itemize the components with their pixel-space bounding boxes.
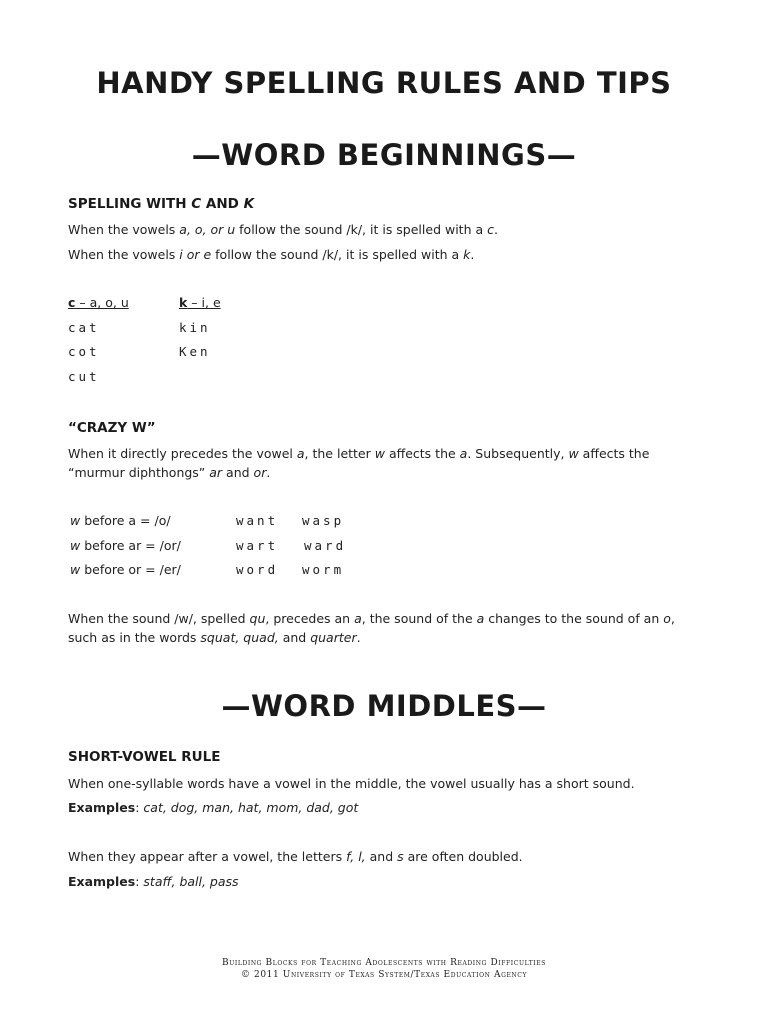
k-column-header: k – i, e [179,295,221,310]
page-title: HANDY SPELLING RULES AND TIPS [96,66,672,100]
subheading-crazy-w: “CRAZY W” [68,420,156,436]
c-word-list-item: cot [68,344,100,359]
subheading-spelling-c-k: SPELLING WITH C AND K [68,196,255,212]
ck-rule-line-2: When the vowels i or e follow the sound /k/, it is spelled with a k. [68,247,475,262]
qu-rule-paragraph: When the sound /w/, spelled qu, precedes an a, the sound of the a changes to the sound of an o, such as in the words squat, quad, and quarter. [68,611,675,645]
doubling-examples: Examples: staff, ball, pass [68,874,239,889]
short-vowel-rule-line: When one-syllable words have a vowel in the middle, the vowel usually has a short sound. [68,776,635,791]
footer-line-2: © 2011 University of Texas System/Texas Education Agency [240,970,528,980]
short-vowel-examples: Examples: cat, dog, man, hat, mom, dad, got [68,800,359,815]
doubling-rule-line: When they appear after a vowel, the letters f, l, and s are often doubled. [68,849,523,864]
crazy-w-example-word: word [236,562,279,577]
c-column-header: c – a, o, u [68,295,129,310]
crazy-w-example-word: ward [304,538,347,553]
footer-credit [0,957,768,981]
crazy-w-paragraph: When it directly precedes the vowel a, the letter w affects the a. Subsequently, w affects the “murmur diphthongs” ar and or. [68,446,650,480]
crazy-w-rule: w before or = /er/ [70,562,181,577]
c-word-list-item: cut [68,369,100,384]
subheading-short-vowel-rule: SHORT-VOWEL RULE [68,749,221,765]
crazy-w-example-word: want [236,513,279,528]
crazy-w-rule: w before ar = /or/ [70,538,181,553]
section-heading-word-middles: —WORD MIDDLES— [221,689,547,723]
crazy-w-example-word: wasp [302,513,345,528]
c-word-list-item: cat [68,320,100,335]
k-word-list-item: Ken [179,344,211,359]
crazy-w-rule: w before a = /o/ [70,513,171,528]
section-heading-word-beginnings: —WORD BEGINNINGS— [191,138,577,172]
ck-rule-line-1: When the vowels a, o, or u follow the sound /k/, it is spelled with a c. [68,222,498,237]
crazy-w-example-word: worm [302,562,345,577]
k-word-list-item: kin [179,320,211,335]
footer-line-1: Building Blocks for Teaching Adolescents with Reading Difficulties [222,958,546,968]
crazy-w-example-word: wart [236,538,279,553]
